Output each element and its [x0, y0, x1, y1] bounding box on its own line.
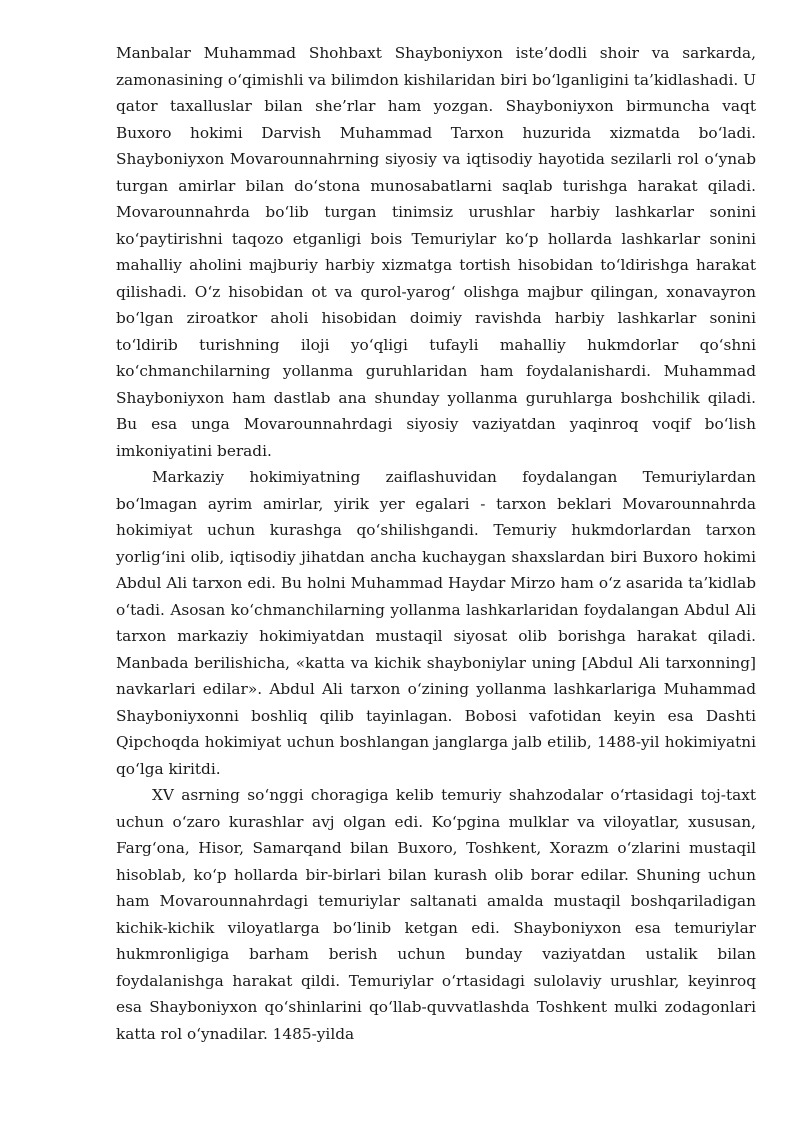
paragraph: Markaziy hokimiyatning zaiflashuvidan foydalangan Temuriylardan bo‘lmagan ayrim amirlar, yirik yer egalari - tarxon beklari Movarounnahrda hokimiyat uchun kurashga qo‘shilishgandi. Temuriy hukmdorlardan tarxon yorlig‘ini olib, iqtisodiy jihatdan ancha kuchaygan shaxslardan biri Buxoro hokimi Abdul Ali tarxon edi. Bu holni Muhammad Haydar Mirzo ham o‘z asarida ta’kidlab o‘tadi. Asosan ko‘chmanchilarning yollanma lashkarlaridan foydalangan Abdul Ali tarxon markaziy hokimiyatdan mustaqil siyosat olib borishga harakat qiladi. Manbada berilishicha, «katta va kichik shayboniylar uning [Abdul Ali tarxonning] navkarlari edilar». Abdul Ali tarxon o‘zining yollanma lashkarlariga Muhammad Shayboniyxonni boshliq qilib tayinlagan. Bobosi vafotidan keyin esa Dashti Qipchoqda hokimiyat uchun boshlangan janglarga jalb etilib, 1488-yil hokimiyatni qo‘lga kiritdi.	[116, 468, 756, 778]
paragraph: Manbalar Muhammad Shohbaxt Shayboniyxon iste’dodli shoir va sarkarda, zamonasining o‘qimishli va bilimdon kishilaridan biri bo‘lganligini ta’kidlashadi. U qator taxalluslar bilan she’rlar ham yozgan. Shayboniyxon birmuncha vaqt Buxoro hokimi Darvish Muhammad Tarxon huzurida xizmatda bo‘ladi. Shayboniyxon Movarounnahrning siyosiy va iqtisodiy hayotida sezilarli rol o‘ynab turgan amirlar bilan do‘stona munosabatlarni saqlab turishga harakat qiladi. Movarounnahrda bo‘lib turgan tinimsiz urushlar harbiy lashkarlar sonini ko‘paytirishni taqozo etganligi bois Temuriylar ko‘p hollarda lashkarlar sonini mahalliy aholini majburiy harbiy xizmatga tortish hisobidan to‘ldirishga harakat qilishadi. O‘z hisobidan ot va qurol-yarog‘ olishga majbur qilingan, xonavayron bo‘lgan ziroatkor aholi hisobidan doimiy ravishda harbiy lashkarlar sonini to‘ldirib turishning iloji yo‘qligi tufayli mahalliy hukmdorlar qo‘shni ko‘chmanchilarning yollanma guruhlaridan ham foydalanishardi. Muhammad Shayboniyxon ham dastlab ana shunday yollanma guruhlarga boshchilik qiladi. Bu esa unga Movarounnahrdagi siyosiy vaziyatdan yaqinroq voqif bo‘lish imkoniyatini beradi.	[116, 44, 756, 460]
paragraph: XV asrning so‘nggi choragiga kelib temuriy shahzodalar o‘rtasidagi toj-taxt uchun o‘zaro kurashlar avj olgan edi. Ko‘pgina mulklar va viloyatlar, xususan, Farg‘ona, Hisor, Samarqand bilan Buxoro, Toshkent, Xorazm o‘zlarini mustaqil hisoblab, ko‘p hollarda bir-birlari bilan kurash olib borar edilar. Shuning uchun ham Movarounnahrdagi temuriylar saltanati amalda mustaqil boshqariladigan kichik-kichik viloyatlarga bo‘linib ketgan edi. Shayboniyxon esa temuriylar hukmronligiga barham berish uchun bunday vaziyatdan ustalik bilan foydalanishga harakat qildi. Temuriylar o‘rtasidagi sulolaviy urushlar, keyinroq esa Shayboniyxon qo‘shinlarini qo‘llab-quvvatlashda Toshkent mulki zodagonlari katta rol o‘ynadilar. 1485-yilda	[116, 786, 756, 1043]
document-page	[116, 40, 756, 1047]
